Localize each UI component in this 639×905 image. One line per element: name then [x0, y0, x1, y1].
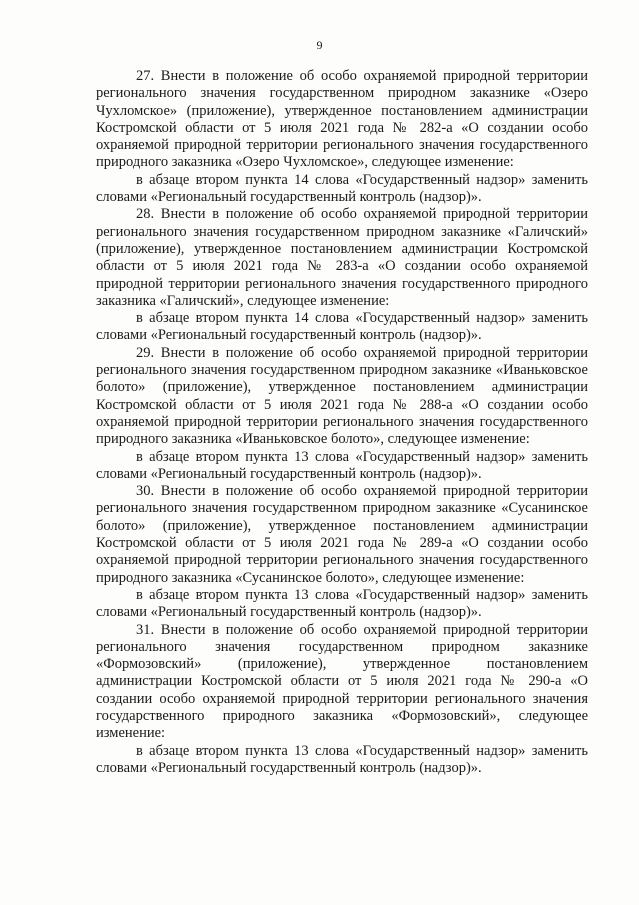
- item-28-text: 28. Внести в положение об особо охраняемой природной территории регионального значения государственном природном заказнике «Галичский» (приложение), утвержденное постановлением администрации Костромской области от 5 июля 2021 года № 283-а «О создании особо охраняемой природной территории регионального значения государственного природного заказника «Галичский», следующее изменение:: [96, 206, 588, 309]
- item-30-text: 30. Внести в положение об особо охраняемой природной территории регионального значения государственном природном заказнике «Сусанинское болото» (приложение), утвержденное постановлением администрации Костромской области от 5 июля 2021 года № 289-а «О создании особо охраняемой природной территории регионального значения государственного природного заказника «Сусанинское болото», следующее изменение:: [96, 483, 588, 586]
- item-27-change: в абзаце втором пункта 14 слова «Государственный надзор» заменить словами «Региональный государственный контроль (надзор)».: [96, 171, 588, 206]
- item-29-change: в абзаце втором пункта 13 слова «Государственный надзор» заменить словами «Региональный государственный контроль (надзор)».: [96, 448, 588, 482]
- item-31-text: 31. Внести в положение об особо охраняемой природной территории регионального значения государственном природном заказнике «Формозовский» (приложение), утвержденное постановлением администрации Костромской области от 5 июля 2021 года № 290-а «О создании особо охраняемой природной территории регионального значения государственного природного заказника «Формозовский», следующее изменение:: [96, 621, 588, 742]
- document-body: [96, 68, 588, 777]
- page-number: 9: [316, 38, 323, 52]
- item-28-change: в абзаце втором пункта 14 слова «Государственный надзор» заменить словами «Региональный государственный контроль (надзор)».: [96, 310, 588, 344]
- item-31-change: в абзаце втором пункта 13 слова «Государственный надзор» заменить словами «Региональный государственный контроль (надзор)».: [96, 742, 588, 776]
- item-27-text: 27. Внести в положение об особо охраняемой природной территории регионального значения государственном природном заказнике «Озеро Чухломское» (приложение), утвержденное постановлением администрации Костромской области от 5 июля 2021 года № 282-а «О создании особо охраняемой природной территории регионального значения государственного природного заказника «Озеро Чухломское», следующее изменение:: [96, 68, 588, 171]
- item-30-change: в абзаце втором пункта 13 слова «Государственный надзор» заменить словами «Региональный государственный контроль (надзор)».: [96, 586, 588, 621]
- item-29-text: 29. Внести в положение об особо охраняемой природной территории регионального значения государственном природном заказнике «Иваньковское болото» (приложение), утвержденное постановлением администрации Костромской области от 5 июля 2021 года № 288-а «О создании особо охраняемой природной территории регионального значения государственного природного заказника «Иваньковское болото», следующее изменение:: [96, 344, 588, 448]
